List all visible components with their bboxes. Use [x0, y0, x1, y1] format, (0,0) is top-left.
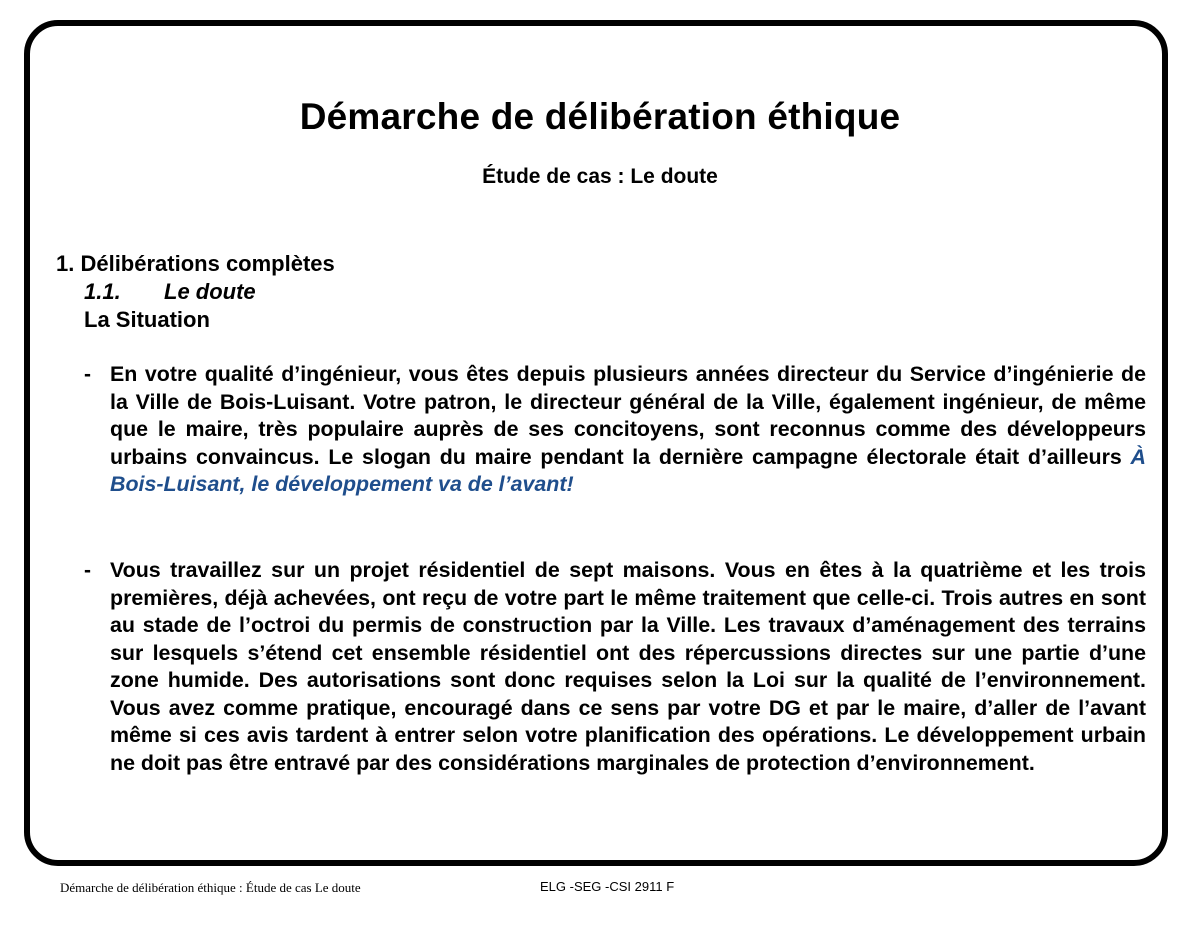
subsection-title: Le doute	[164, 279, 256, 304]
page-title: Démarche de délibération éthique	[299, 96, 901, 137]
subsection-number: 1.1.	[84, 279, 121, 304]
subsection-heading	[84, 278, 256, 306]
paragraph-text: En votre qualité d’ingénieur, vous êtes depuis plusieurs années directeur du Service d’ingénierie de la Ville de Bois-Luisant. Votre patron, le directeur général de la Ville, également ingénieur, de même que le maire, très populaire auprès de ses concitoyens, sont reconnus comme des développeurs urbains convaincus. Le slogan du maire pendant la dernière campagne électorale était d’ailleurs	[110, 362, 1146, 469]
section-heading: 1. Délibérations complètes	[56, 251, 335, 276]
paragraph-situation-1	[110, 361, 1146, 499]
slogan-quote: À Bois-Luisant, le développement va de l’avant!	[110, 444, 1146, 496]
bullet-marker: -	[84, 559, 91, 582]
paragraph-situation-2: Vous travaillez sur un projet résidentiel de sept maisons. Vous en êtes à la quatrième et les trois premières, déjà achevées, ont reçu de votre part le même traitement que celle-ci. Trois autres en sont au stade de l’octroi du permis de construction par la Ville. Les travaux d’aménagement des terrains sur lesquels s’étend cet ensemble résidentiel ont des répercussions directes sur une partie d’une zone humide. Des autorisations sont donc requises selon la Loi sur la qualité de l’environnement. Vous avez comme pratique, encouragé dans ce sens par votre DG et par le maire, d’aller de l’avant même si ces avis tardent à entrer selon votre planification des opérations. Le développement urbain ne doit pas être entravé par des considérations marginales de protection d’environnement.	[110, 558, 1146, 775]
situation-heading: La Situation	[84, 307, 210, 332]
page-subtitle: Étude de cas : Le doute	[482, 165, 718, 188]
bullet-marker: -	[84, 363, 91, 386]
footer-title: Démarche de délibération éthique : Étude de cas Le doute	[60, 880, 361, 895]
footer-course-code: ELG -SEG -CSI 2911 F	[540, 879, 675, 894]
